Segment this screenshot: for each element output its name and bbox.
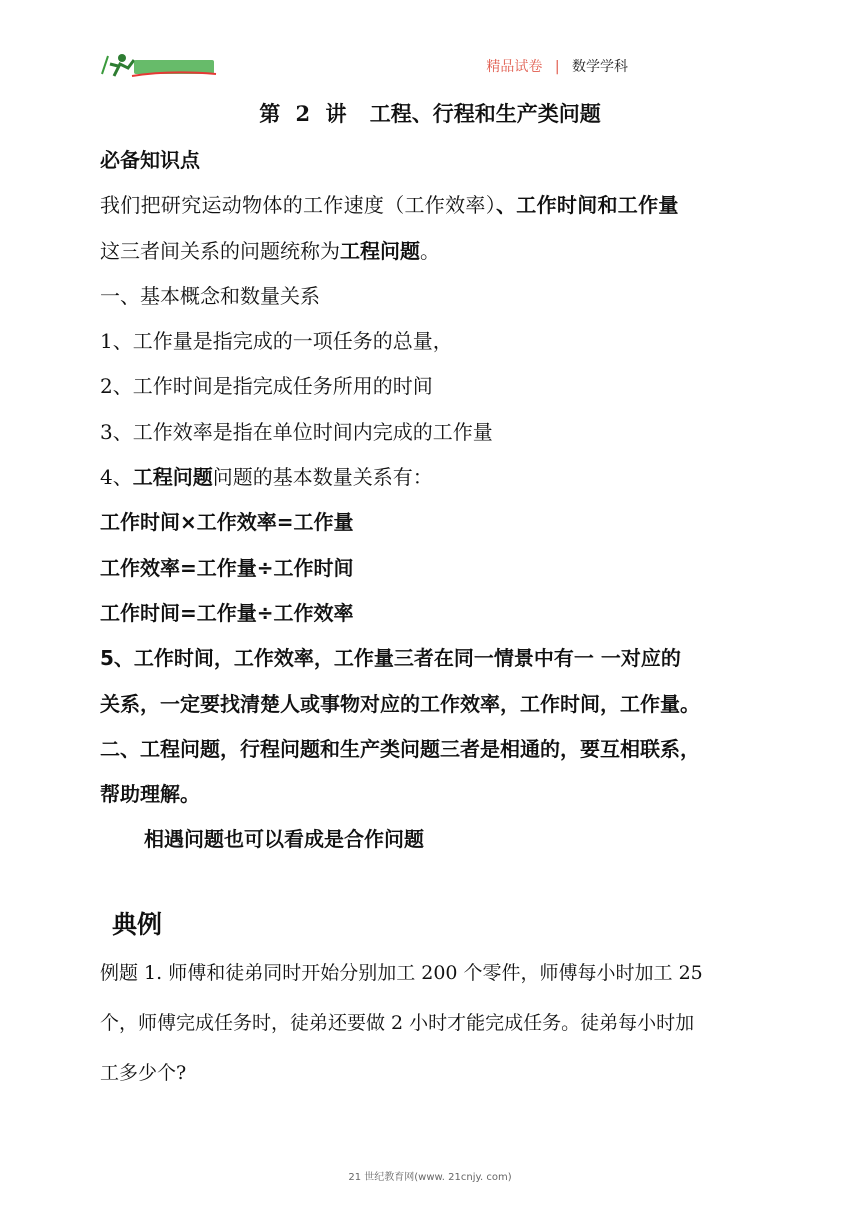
intro-text: 我们把研究运动物体的工作速度（工作效率） bbox=[100, 193, 496, 218]
knowledge-section bbox=[100, 138, 736, 863]
concept-item-4 bbox=[100, 455, 736, 500]
intro-text-2: 这三者间关系的问题统称为 bbox=[100, 238, 340, 263]
example-1-line-1: 例题 1. 师傅和徒弟同时开始分别加工 200 个零件，师傅每小时加工 25 bbox=[100, 962, 703, 984]
title-prefix: 第 bbox=[259, 102, 281, 126]
intro-bold-term: 工程问题 bbox=[340, 238, 420, 263]
page-title bbox=[0, 98, 860, 128]
title-suffix: 讲 bbox=[325, 102, 347, 126]
header-separator: | bbox=[554, 59, 560, 75]
header-tag bbox=[486, 56, 628, 76]
example-1-line-2: 个，师傅完成任务时，徒弟还要做 2 小时才能完成任务。徒弟每小时加 bbox=[100, 1012, 695, 1034]
heading-knowledge: 必备知识点 bbox=[100, 148, 200, 172]
intro-line-2 bbox=[100, 229, 736, 274]
header-brand: 精品试卷 bbox=[486, 59, 543, 75]
concept-item-3: 3、工作效率是指在单位时间内完成的工作量 bbox=[100, 419, 493, 444]
formula-2: 工作效率=工作量÷工作时间 bbox=[100, 555, 354, 580]
concepts-heading: 一、基本概念和数量关系 bbox=[100, 283, 320, 308]
intro-period: 。 bbox=[420, 238, 440, 263]
title-text: 工程、行程和生产类问题 bbox=[369, 102, 601, 126]
example-1 bbox=[100, 948, 740, 1098]
header-subject: 数学学科 bbox=[572, 59, 628, 75]
point2-line-2: 帮助理解。 bbox=[100, 782, 200, 807]
concept-item-4-text: 问题的基本数量关系有： bbox=[212, 465, 433, 490]
example-1-line-3: 工多少个? bbox=[100, 1062, 187, 1084]
concept-item-1: 1、工作量是指完成的一项任务的总量， bbox=[100, 329, 453, 354]
title-number: 2 bbox=[295, 101, 311, 126]
point2-line-3: 相遇问题也可以看成是合作问题 bbox=[144, 827, 424, 852]
section-example-heading: 典例 bbox=[112, 910, 163, 939]
formula-1: 工作时间×工作效率=工作量 bbox=[100, 510, 354, 535]
point5-line-1: 5、工作时间，工作效率，工作量三者在同一情景中有一 一对应的 bbox=[100, 646, 681, 671]
concept-item-4-num: 4、 bbox=[100, 465, 133, 490]
concept-item-2: 2、工作时间是指完成任务所用的时间 bbox=[100, 374, 433, 399]
formula-3: 工作时间=工作量÷工作效率 bbox=[100, 600, 354, 625]
intro-bold-terms: 、工作时间和工作量 bbox=[496, 193, 679, 218]
point5-line-2: 关系，一定要找清楚人或事物对应的工作效率，工作时间，工作量。 bbox=[100, 691, 700, 716]
intro-line-1 bbox=[100, 183, 736, 228]
logo bbox=[100, 50, 220, 80]
point2-line-1: 二、工程问题，行程问题和生产类问题三者是相通的，要互相联系， bbox=[100, 736, 700, 761]
page-footer: 21 世纪教育网(www. 21cnjy. com) bbox=[348, 1172, 512, 1183]
concept-item-4-bold: 工程问题 bbox=[132, 465, 213, 490]
